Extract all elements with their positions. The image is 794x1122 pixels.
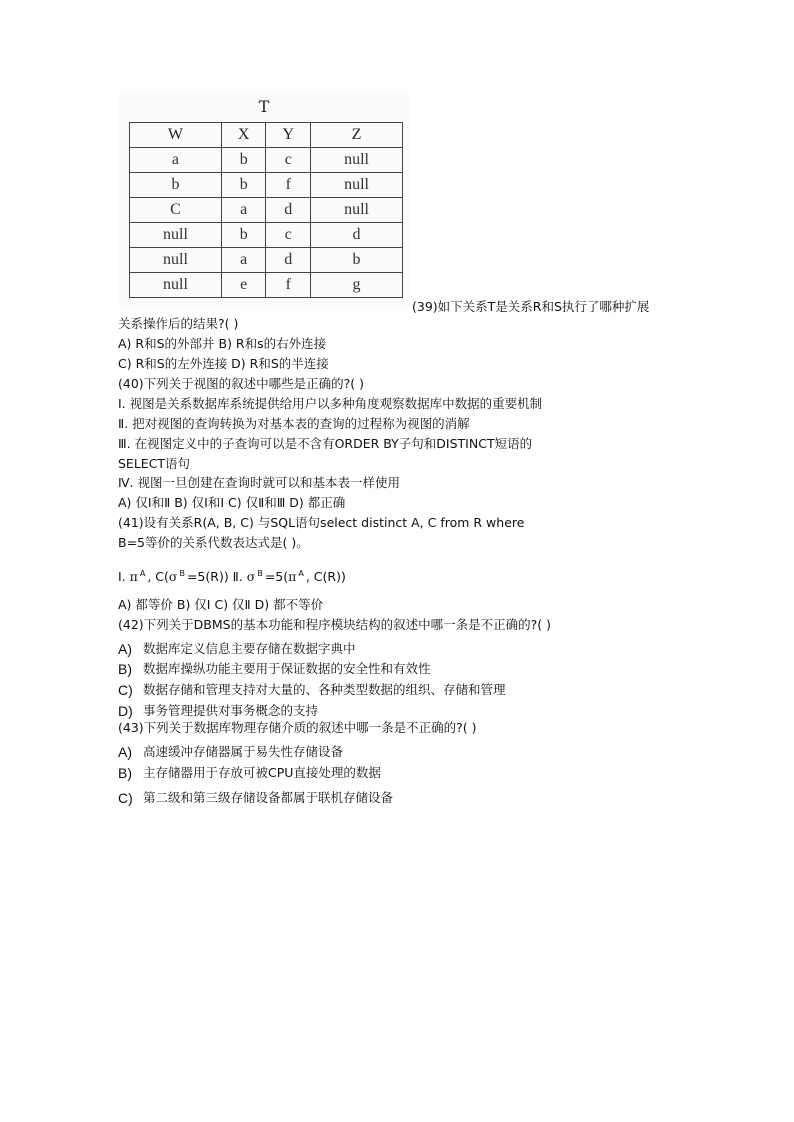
option-text: 主存储器用于存放可被CPU直接处理的数据 (143, 765, 381, 780)
table-cell: d (311, 223, 403, 248)
q43-option-b (118, 764, 381, 782)
relation-t-figure (118, 95, 410, 307)
q39-options-line1: A) R和S的外部并 B) R和s的右外连接 (118, 336, 327, 351)
option-letter: C) (118, 682, 133, 698)
table-cell: f (266, 273, 311, 298)
q40-item4: Ⅳ. 视图一旦创建在查询时就可以和基本表一样使用 (118, 475, 400, 490)
table-row (130, 198, 403, 223)
table-cell: b (221, 173, 266, 198)
table-cell: null (311, 198, 403, 223)
q40-item3b: SELECT语句 (118, 456, 191, 471)
q41-stem1: (41)设有关系R(A, B, C) 与SQL语句select distinct A, C from R where (118, 515, 525, 530)
table-cell: null (130, 248, 222, 273)
table-row (130, 223, 403, 248)
pi-symbol: π (129, 569, 138, 584)
column-header: X (221, 123, 266, 148)
q40-item1: Ⅰ. 视图是关系数据库系统提供给用户以多种角度观察数据库中数据的重要机制 (118, 396, 543, 411)
table-cell: a (130, 148, 222, 173)
option-text: 第二级和第三级存储设备都属于联机存储设备 (143, 790, 394, 805)
expr-text: =5(R)) Ⅱ. (186, 569, 247, 584)
table-cell: a (221, 198, 266, 223)
expr-subscript: A (298, 569, 304, 578)
q41-stem2: B=5等价的关系代数表达式是( )。 (118, 535, 309, 550)
table-cell: c (266, 148, 311, 173)
q40-item2: Ⅱ. 把对视图的查询转换为对基本表的查询的过程称为视图的消解 (118, 416, 470, 431)
table-cell: null (311, 173, 403, 198)
table-cell: g (311, 273, 403, 298)
column-header: Z (311, 123, 403, 148)
table-cell: a (221, 248, 266, 273)
q43-option-c (118, 789, 393, 807)
table-cell: null (311, 148, 403, 173)
sigma-symbol: σ (168, 569, 178, 584)
option-text: 数据库定义信息主要存储在数据字典中 (143, 641, 356, 656)
pi-symbol: π (288, 569, 297, 584)
q39-stem-part2: 关系操作后的结果?( ) (118, 316, 239, 331)
q42-option-b (118, 660, 431, 678)
option-letter: A) (118, 641, 132, 657)
q42-option-a (118, 640, 356, 658)
table-cell: e (221, 273, 266, 298)
option-text: 数据库操纵功能主要用于保证数据的安全性和有效性 (143, 661, 431, 676)
table-cell: b (130, 173, 222, 198)
expr-subscript: A (139, 569, 146, 578)
expr-text: Ⅰ. (118, 569, 130, 584)
q40-options: A) 仅Ⅰ和Ⅱ B) 仅Ⅰ和Ⅰ C) 仅Ⅱ和Ⅲ D) 都正确 (118, 495, 346, 510)
table-header-row (130, 123, 403, 148)
q40-item3a: Ⅲ. 在视图定义中的子查询可以是不含有ORDER BY子句和DISTINCT短语的 (118, 436, 533, 451)
sigma-symbol: σ (246, 569, 256, 584)
q43-option-a (118, 743, 343, 761)
q42-stem: (42)下列关于DBMS的基本功能和程序模块结构的叙述中哪一条是不正确的?( ) (118, 617, 551, 632)
table-cell: c (266, 223, 311, 248)
q43-stem: (43)下列关于数据库物理存储介质的叙述中哪一条是不正确的?( ) (118, 720, 477, 735)
table-title: T (258, 97, 270, 116)
q39-stem-part1: (39)如下关系T是关系R和S执行了哪种扩展 (412, 299, 650, 314)
table-cell: d (266, 248, 311, 273)
option-letter: B) (118, 661, 132, 677)
q42-option-c (118, 681, 506, 699)
expr-text: , C(R)) (305, 569, 346, 584)
option-letter: B) (118, 765, 132, 781)
q42-option-d (118, 702, 318, 720)
option-text: 高速缓冲存储器属于易失性存储设备 (143, 744, 344, 759)
option-letter: A) (118, 744, 132, 760)
table-row (130, 148, 403, 173)
table-cell: null (130, 223, 222, 248)
table-cell: d (266, 198, 311, 223)
expr-subscript: B (179, 569, 185, 578)
table-row (130, 273, 403, 298)
q39-options-line2: C) R和S的左外连接 D) R和S的半连接 (118, 356, 329, 371)
q41-expression (118, 565, 346, 586)
expr-text: , C( (147, 569, 169, 584)
table-cell: C (130, 198, 222, 223)
table-cell: b (221, 148, 266, 173)
table-row (130, 173, 403, 198)
option-letter: C) (118, 790, 133, 806)
table-cell: f (266, 173, 311, 198)
table-cell: b (221, 223, 266, 248)
relation-t-table (129, 122, 403, 298)
column-header: Y (266, 123, 311, 148)
option-text: 事务管理提供对事务概念的支持 (143, 703, 319, 718)
expr-text: =5( (264, 569, 289, 584)
table-cell: null (130, 273, 222, 298)
table-row (130, 248, 403, 273)
table-cell: b (311, 248, 403, 273)
q41-options: A) 都等价 B) 仅Ⅰ C) 仅Ⅱ D) 都不等价 (118, 597, 324, 612)
column-header: W (130, 123, 222, 148)
option-letter: D) (118, 703, 133, 719)
q40-stem: (40)下列关于视图的叙述中哪些是正确的?( ) (118, 376, 365, 391)
option-text: 数据存储和管理支持对大量的、各种类型数据的组织、存储和管理 (143, 682, 506, 697)
expr-subscript: B (257, 569, 263, 578)
